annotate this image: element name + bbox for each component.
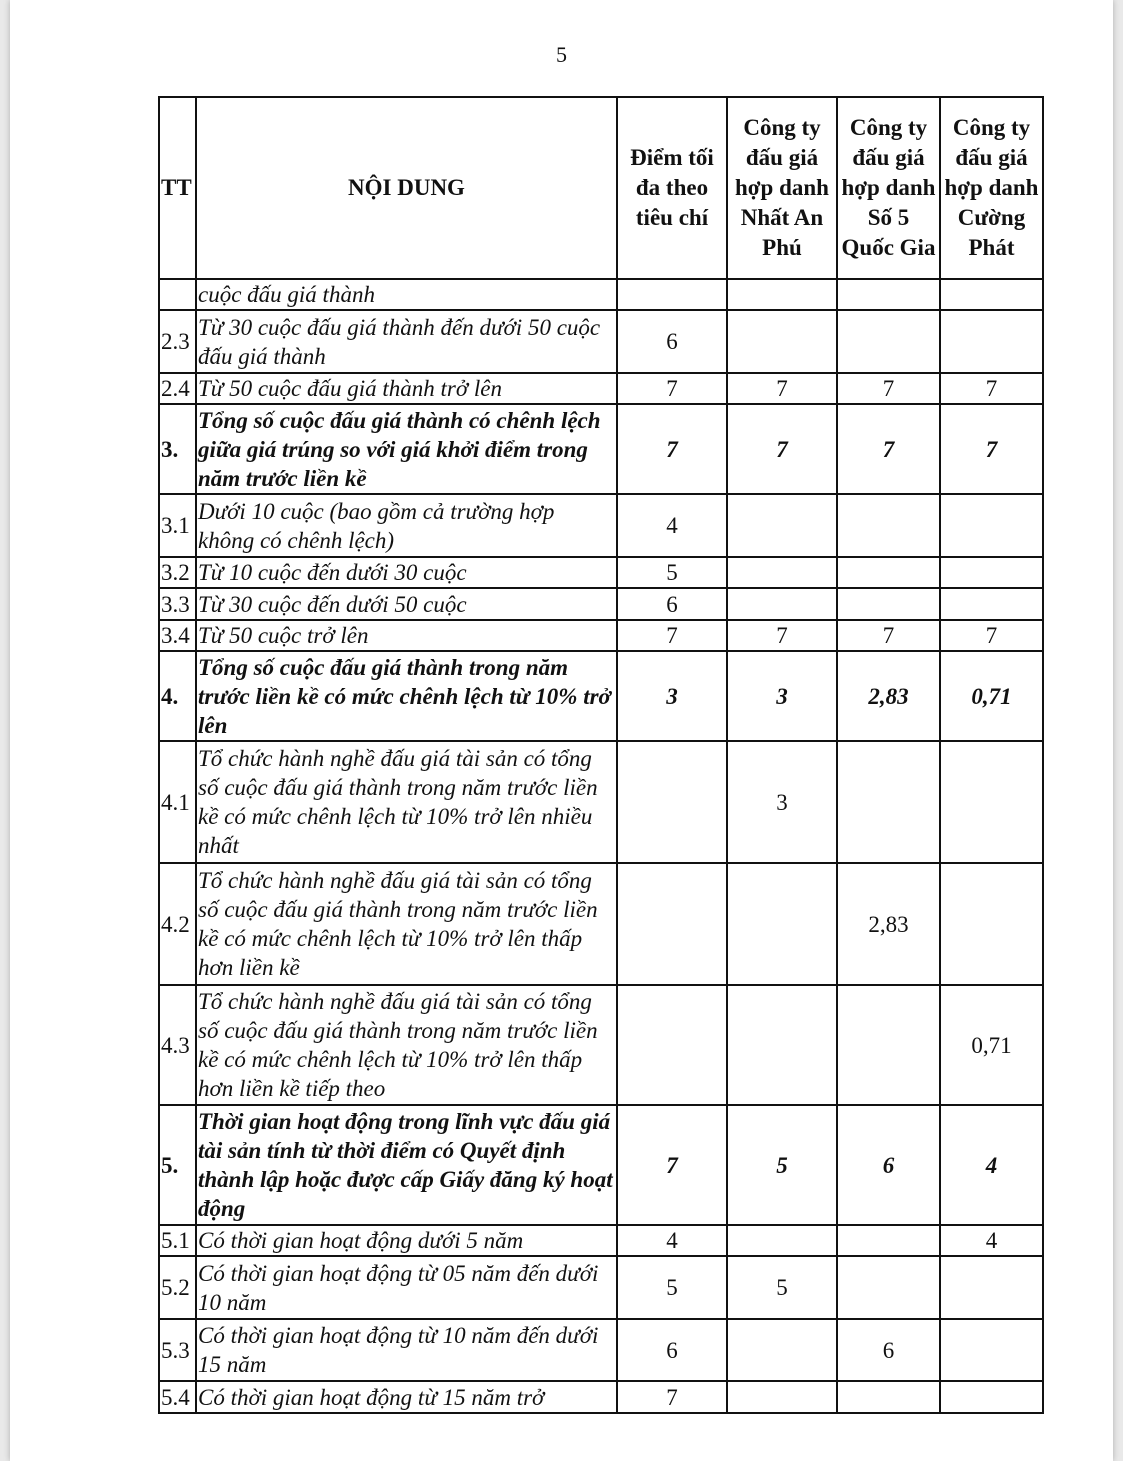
row-max-score-cell: 7 <box>617 620 727 651</box>
row-company-nhat-an-phu-cell <box>727 863 837 985</box>
row-company-cuong-phat-cell <box>940 1256 1043 1319</box>
table-row <box>159 863 1043 985</box>
row-company-so-5-quoc-gia-cell: 7 <box>837 620 940 651</box>
row-company-nhat-an-phu-cell <box>727 985 837 1105</box>
row-company-cuong-phat-cell <box>940 557 1043 588</box>
table-row <box>159 1225 1043 1256</box>
row-tt-cell: 5.3 <box>159 1319 196 1381</box>
row-company-cuong-phat-cell <box>940 1381 1043 1413</box>
row-company-cuong-phat-cell <box>940 741 1043 863</box>
header-company-cuong-phat: Công ty đấu giá hợp danh Cường Phát <box>940 97 1043 279</box>
row-company-nhat-an-phu-cell: 3 <box>727 741 837 863</box>
row-company-so-5-quoc-gia-cell <box>837 985 940 1105</box>
row-company-so-5-quoc-gia-cell <box>837 1256 940 1319</box>
row-content-cell: Có thời gian hoạt động dưới 5 năm <box>196 1225 617 1256</box>
header-content: NỘI DUNG <box>196 97 617 279</box>
row-tt-cell: 2.4 <box>159 373 196 404</box>
row-tt-cell: 3.3 <box>159 588 196 620</box>
row-company-nhat-an-phu-cell: 7 <box>727 404 837 494</box>
row-company-cuong-phat-cell: 4 <box>940 1105 1043 1225</box>
row-company-so-5-quoc-gia-cell: 2,83 <box>837 863 940 985</box>
row-company-so-5-quoc-gia-cell <box>837 279 940 310</box>
row-company-so-5-quoc-gia-cell: 7 <box>837 404 940 494</box>
row-content-cell: cuộc đấu giá thành <box>196 279 617 310</box>
row-company-nhat-an-phu-cell <box>727 310 837 373</box>
row-company-so-5-quoc-gia-cell <box>837 310 940 373</box>
table-row <box>159 494 1043 557</box>
row-tt-cell: 3. <box>159 404 196 494</box>
row-tt-cell: 4.1 <box>159 741 196 863</box>
table-row <box>159 1105 1043 1225</box>
row-company-cuong-phat-cell: 4 <box>940 1225 1043 1256</box>
row-company-so-5-quoc-gia-cell <box>837 1225 940 1256</box>
row-tt-cell: 4. <box>159 651 196 741</box>
row-max-score-cell <box>617 985 727 1105</box>
row-max-score-cell: 3 <box>617 651 727 741</box>
table-row <box>159 741 1043 863</box>
row-content-cell: Từ 10 cuộc đến dưới 30 cuộc <box>196 557 617 588</box>
row-tt-cell: 4.3 <box>159 985 196 1105</box>
row-max-score-cell: 6 <box>617 310 727 373</box>
row-company-cuong-phat-cell: 7 <box>940 404 1043 494</box>
row-max-score-cell: 7 <box>617 404 727 494</box>
row-content-cell: Có thời gian hoạt động từ 15 năm trở <box>196 1381 617 1413</box>
row-content-cell: Tổ chức hành nghề đấu giá tài sản có tổng số cuộc đấu giá thành trong năm trước liền kề có mức chênh lệch từ 10% trở lên nhiều nhất <box>196 741 617 863</box>
row-tt-cell: 5. <box>159 1105 196 1225</box>
row-content-cell: Thời gian hoạt động trong lĩnh vực đấu giá tài sản tính từ thời điểm có Quyết định thành lập hoặc được cấp Giấy đăng ký hoạt động <box>196 1105 617 1225</box>
row-company-cuong-phat-cell: 7 <box>940 373 1043 404</box>
row-company-nhat-an-phu-cell <box>727 279 837 310</box>
row-company-cuong-phat-cell: 0,71 <box>940 985 1043 1105</box>
row-content-cell: Tổng số cuộc đấu giá thành có chênh lệch giữa giá trúng so với giá khởi điểm trong năm trước liền kề <box>196 404 617 494</box>
row-tt-cell: 4.2 <box>159 863 196 985</box>
row-company-so-5-quoc-gia-cell: 6 <box>837 1319 940 1381</box>
table-row <box>159 404 1043 494</box>
row-max-score-cell: 7 <box>617 373 727 404</box>
row-company-nhat-an-phu-cell: 5 <box>727 1105 837 1225</box>
table-row <box>159 1381 1043 1413</box>
row-content-cell: Từ 30 cuộc đấu giá thành đến dưới 50 cuộc đấu giá thành <box>196 310 617 373</box>
document-page <box>10 0 1113 1461</box>
row-company-nhat-an-phu-cell <box>727 588 837 620</box>
row-company-cuong-phat-cell <box>940 588 1043 620</box>
row-company-cuong-phat-cell <box>940 279 1043 310</box>
header-company-nhat-an-phu: Công ty đấu giá hợp danh Nhất An Phú <box>727 97 837 279</box>
table-row <box>159 985 1043 1105</box>
table-row <box>159 279 1043 310</box>
row-company-so-5-quoc-gia-cell <box>837 588 940 620</box>
table-row <box>159 310 1043 373</box>
row-company-cuong-phat-cell <box>940 1319 1043 1381</box>
row-tt-cell: 5.2 <box>159 1256 196 1319</box>
row-max-score-cell: 6 <box>617 1319 727 1381</box>
row-tt-cell: 5.4 <box>159 1381 196 1413</box>
row-content-cell: Dưới 10 cuộc (bao gồm cả trường hợp không có chênh lệch) <box>196 494 617 557</box>
header-tt: TT <box>159 97 196 279</box>
row-company-nhat-an-phu-cell <box>727 1381 837 1413</box>
table-row <box>159 373 1043 404</box>
row-company-cuong-phat-cell: 0,71 <box>940 651 1043 741</box>
table-row <box>159 1319 1043 1381</box>
row-max-score-cell <box>617 279 727 310</box>
row-max-score-cell: 5 <box>617 1256 727 1319</box>
row-company-so-5-quoc-gia-cell <box>837 1381 940 1413</box>
row-max-score-cell: 7 <box>617 1381 727 1413</box>
table-row <box>159 651 1043 741</box>
row-company-cuong-phat-cell <box>940 494 1043 557</box>
row-content-cell: Có thời gian hoạt động từ 05 năm đến dưới 10 năm <box>196 1256 617 1319</box>
row-company-nhat-an-phu-cell: 3 <box>727 651 837 741</box>
row-company-nhat-an-phu-cell <box>727 1319 837 1381</box>
header-company-so-5-quoc-gia: Công ty đấu giá hợp danh Số 5 Quốc Gia <box>837 97 940 279</box>
row-content-cell: Từ 50 cuộc trở lên <box>196 620 617 651</box>
row-company-nhat-an-phu-cell: 5 <box>727 1256 837 1319</box>
table-row <box>159 557 1043 588</box>
row-max-score-cell: 7 <box>617 1105 727 1225</box>
row-tt-cell: 3.1 <box>159 494 196 557</box>
row-content-cell: Tổ chức hành nghề đấu giá tài sản có tổng số cuộc đấu giá thành trong năm trước liền kề có mức chênh lệch từ 10% trở lên thấp hơn liền kề <box>196 863 617 985</box>
row-content-cell: Từ 50 cuộc đấu giá thành trở lên <box>196 373 617 404</box>
row-max-score-cell <box>617 863 727 985</box>
row-tt-cell: 5.1 <box>159 1225 196 1256</box>
row-company-so-5-quoc-gia-cell <box>837 557 940 588</box>
row-company-so-5-quoc-gia-cell <box>837 494 940 557</box>
row-max-score-cell: 4 <box>617 1225 727 1256</box>
row-max-score-cell: 4 <box>617 494 727 557</box>
row-content-cell: Từ 30 cuộc đến dưới 50 cuộc <box>196 588 617 620</box>
table-row <box>159 620 1043 651</box>
row-content-cell: Tổng số cuộc đấu giá thành trong năm trước liền kề có mức chênh lệch từ 10% trở lên <box>196 651 617 741</box>
row-tt-cell: 2.3 <box>159 310 196 373</box>
row-company-so-5-quoc-gia-cell: 2,83 <box>837 651 940 741</box>
row-company-cuong-phat-cell <box>940 310 1043 373</box>
row-tt-cell <box>159 279 196 310</box>
row-company-so-5-quoc-gia-cell: 7 <box>837 373 940 404</box>
row-company-cuong-phat-cell: 7 <box>940 620 1043 651</box>
row-company-nhat-an-phu-cell: 7 <box>727 620 837 651</box>
row-tt-cell: 3.4 <box>159 620 196 651</box>
row-content-cell: Có thời gian hoạt động từ 10 năm đến dưới 15 năm <box>196 1319 617 1381</box>
row-company-cuong-phat-cell <box>940 863 1043 985</box>
row-company-nhat-an-phu-cell <box>727 1225 837 1256</box>
row-company-so-5-quoc-gia-cell <box>837 741 940 863</box>
row-company-nhat-an-phu-cell: 7 <box>727 373 837 404</box>
row-max-score-cell <box>617 741 727 863</box>
table-header-row <box>159 97 1043 279</box>
row-content-cell: Tổ chức hành nghề đấu giá tài sản có tổng số cuộc đấu giá thành trong năm trước liền kề có mức chênh lệch từ 10% trở lên thấp hơn liền kề tiếp theo <box>196 985 617 1105</box>
page-number: 5 <box>556 42 567 67</box>
row-company-nhat-an-phu-cell <box>727 557 837 588</box>
header-max-score: Điểm tối đa theo tiêu chí <box>617 97 727 279</box>
table-row <box>159 1256 1043 1319</box>
table-row <box>159 588 1043 620</box>
row-company-nhat-an-phu-cell <box>727 494 837 557</box>
row-max-score-cell: 5 <box>617 557 727 588</box>
scoring-table <box>158 96 1044 1414</box>
row-max-score-cell: 6 <box>617 588 727 620</box>
row-tt-cell: 3.2 <box>159 557 196 588</box>
row-company-so-5-quoc-gia-cell: 6 <box>837 1105 940 1225</box>
